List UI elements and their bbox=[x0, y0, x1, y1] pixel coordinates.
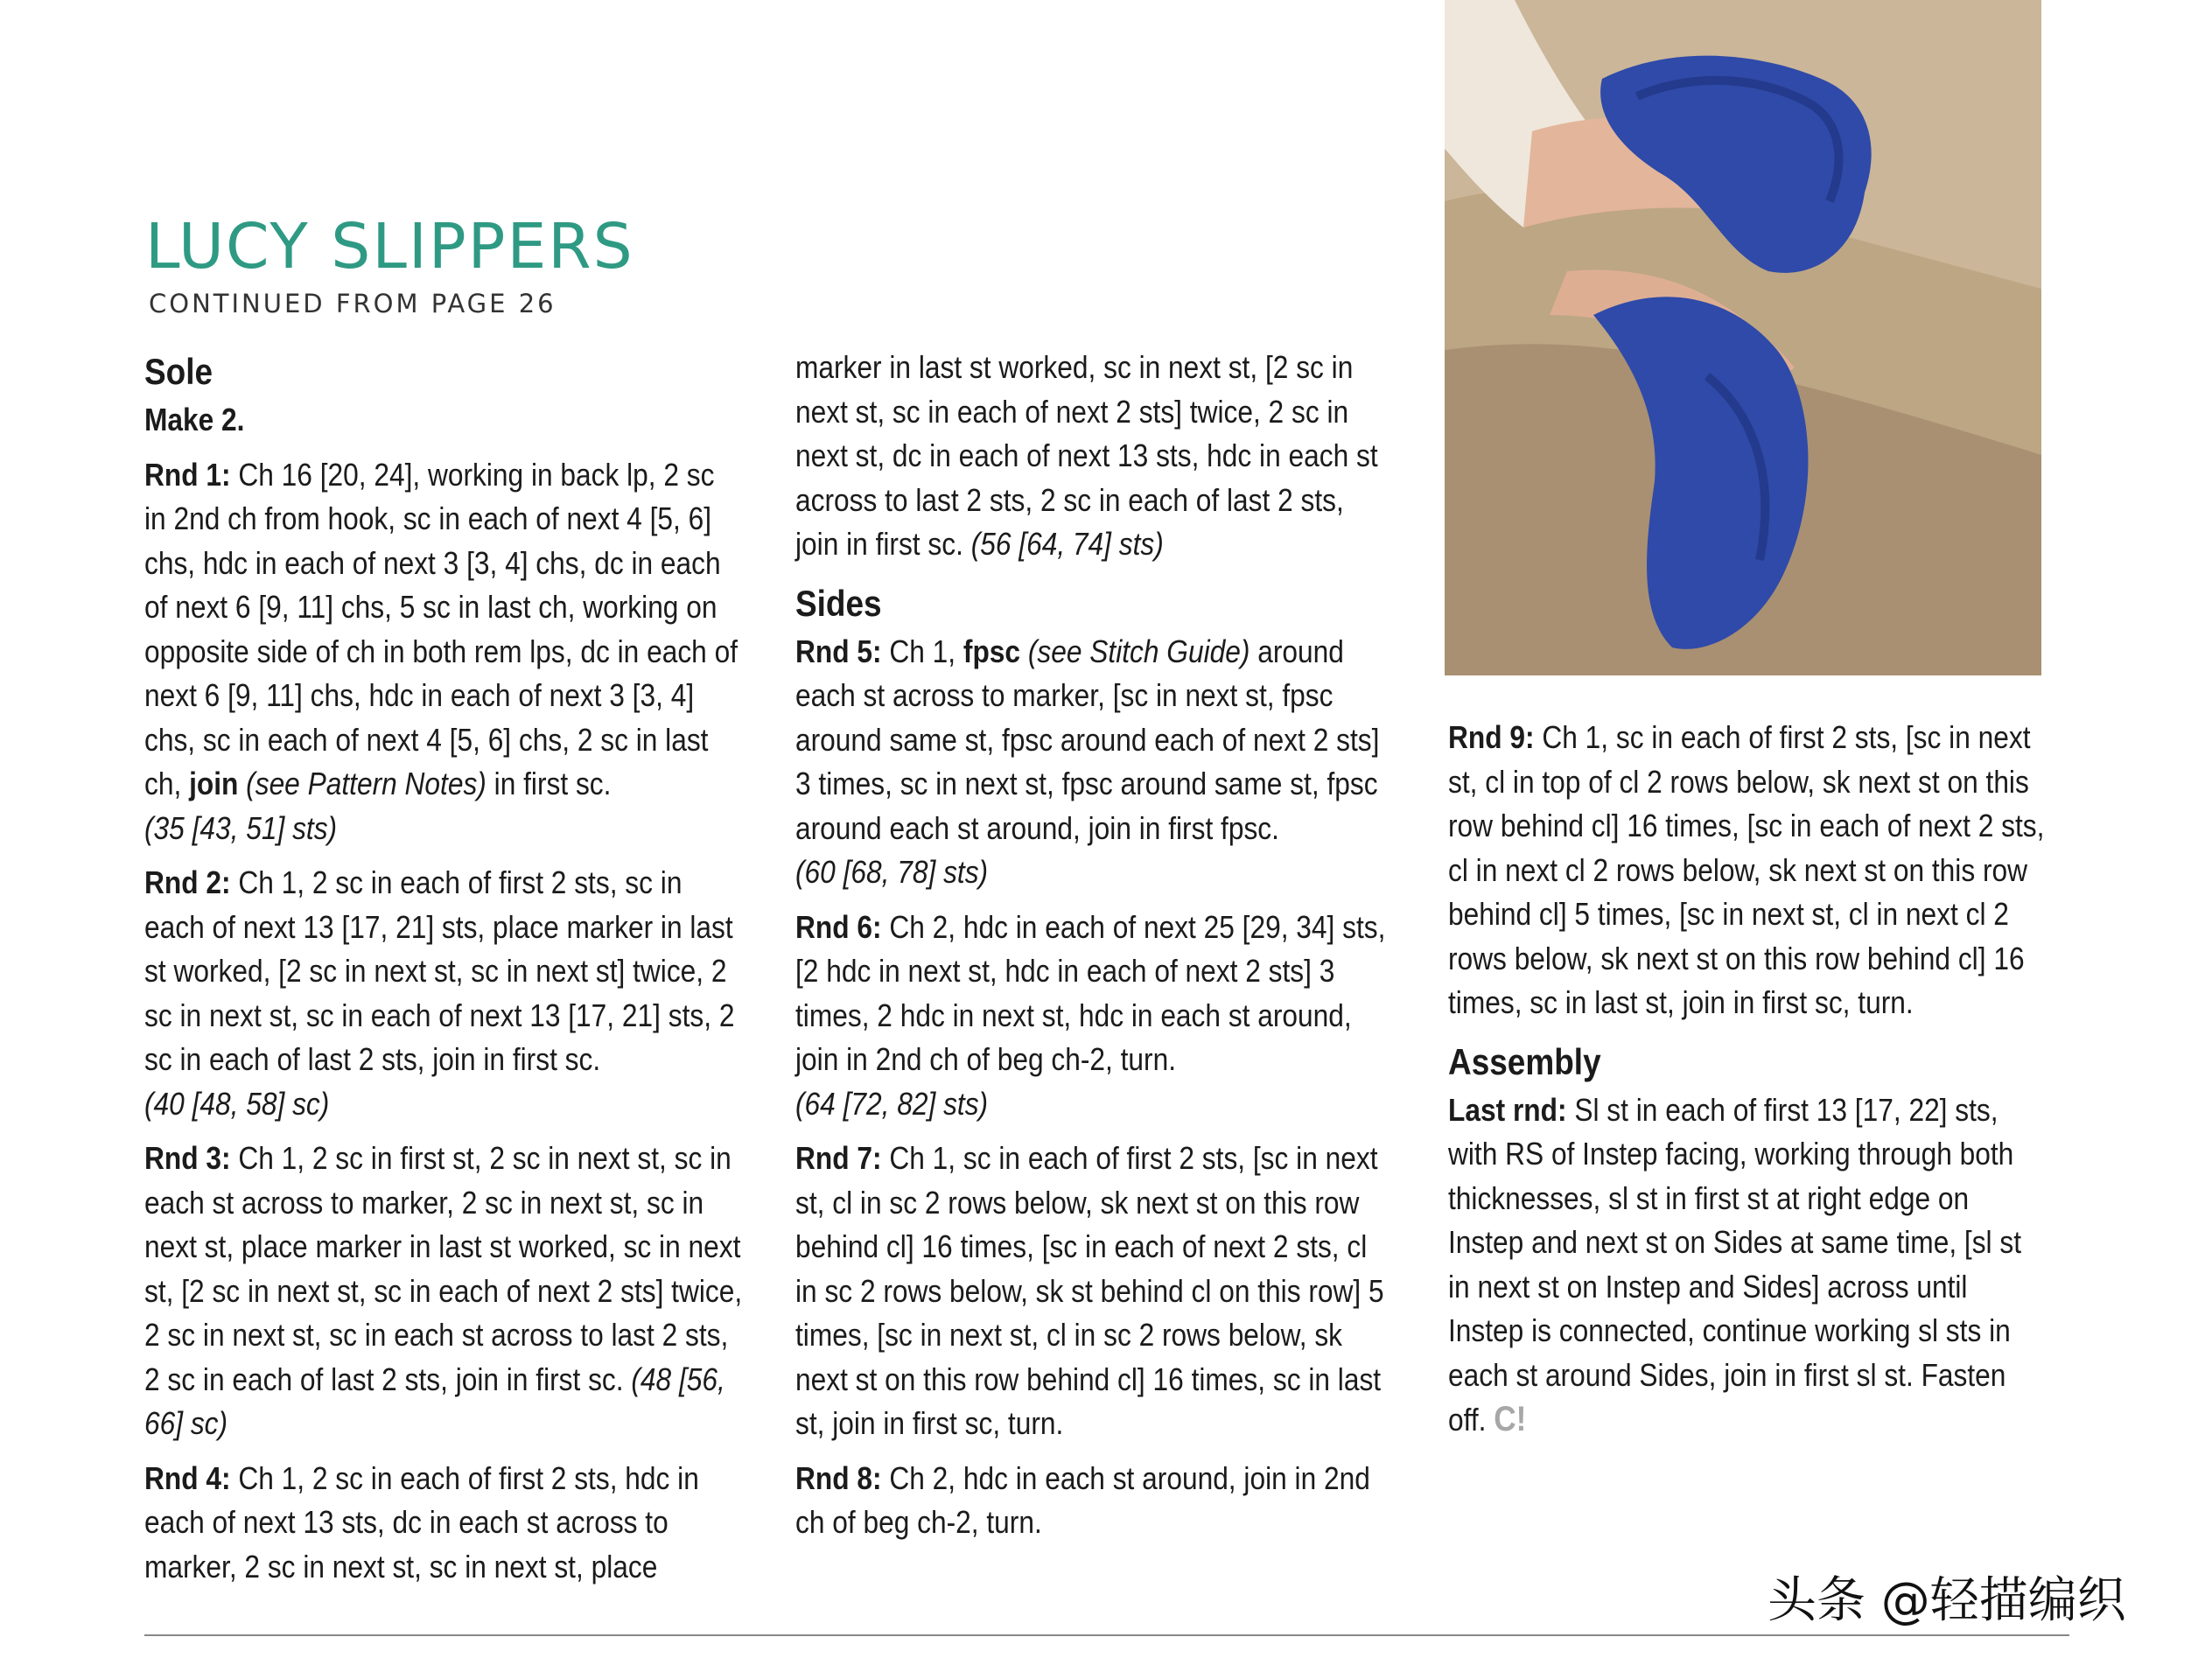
round-1 bbox=[144, 453, 744, 851]
stitch-count: (56 [64, 74] sts) bbox=[970, 526, 1164, 562]
end-mark: C! bbox=[1494, 1400, 1527, 1438]
pattern-note: (see Pattern Notes) bbox=[238, 766, 486, 801]
round-text: Ch 1, 2 sc in first st, 2 sc in next st, sc in each st across to marker, 2 sc in next st, sc in next st, place marker in last st worked, sc in next st, [2 sc in next st, sc in each of next 2 sts] twice, 2 sc in next st, sc in each st across to last 2 sts, 2 sc in each of last 2 sts, join in first sc. bbox=[144, 1140, 743, 1397]
round-text: Sl st in each of first 13 [17, 22] sts, with RS of Instep facing, working through both thicknesses, sl st in first st at right edge on Instep and next st on Sides at same time, [sl st in next st on Instep and Sides] across until Instep is connected, continue working sl sts in each st around Sides, join in first sl st. Fasten off. bbox=[1448, 1091, 2022, 1438]
fpsc-term: fpsc bbox=[962, 633, 1021, 669]
stitch-count: (64 [72, 82] sts) bbox=[795, 1085, 989, 1122]
round-9 bbox=[1448, 716, 2048, 1025]
round-label: Rnd 6: bbox=[795, 908, 882, 945]
round-text: Ch 1, sc in each of first 2 sts, [sc in next st, cl in sc 2 rows below, sk next st on this row behind cl] 16 times, [sc in each of next 2 sts, cl in sc 2 rows below, sk st behind cl on this row] 5 times, [sc in next st, cl in sc 2 rows below, sk next st on this row behind cl] 16 times, sc in last st, join in first sc, turn. bbox=[795, 1140, 1384, 1441]
section-heading-assembly: Assembly bbox=[1448, 1040, 1601, 1082]
round-8 bbox=[795, 1457, 1395, 1545]
slippers-photo bbox=[1445, 0, 2041, 675]
column-3 bbox=[1448, 716, 2048, 1443]
round-4-continued bbox=[795, 346, 1395, 567]
slippers-illustration bbox=[1445, 0, 2041, 675]
round-label: Rnd 4: bbox=[144, 1459, 231, 1496]
stitch-count: (48 [56, 66] sc) bbox=[144, 1361, 725, 1441]
round-label: Rnd 8: bbox=[795, 1459, 882, 1496]
bottom-rule bbox=[144, 1634, 2069, 1636]
page-subtitle: CONTINUED FROM PAGE 26 bbox=[149, 289, 556, 318]
round-text: in first sc. bbox=[486, 766, 612, 801]
round-text: Ch 1, 2 sc in each of first 2 sts, hdc in each of next 13 sts, dc in each st across to marker, 2 sc in next st, sc in next st, place bbox=[144, 1459, 699, 1585]
round-text: Ch 1, sc in each of first 2 sts, [sc in next st, cl in top of cl 2 rows below, sk next st on this row behind cl] 16 times, [sc in each of next 2 sts, cl in next cl 2 rows below, sk next st on this row behind cl] 5 times, [sc in next st, cl in next cl 2 rows below, sk next st on this row behind cl] 16 times, sc in last st, join in first sc, turn. bbox=[1448, 719, 2045, 1020]
round-label: Rnd 5: bbox=[795, 633, 882, 669]
round-label: Last rnd: bbox=[1448, 1091, 1567, 1128]
watermark: 头条 @轻描编织 bbox=[1768, 1572, 2126, 1629]
stitch-count: (60 [68, 78] sts) bbox=[795, 854, 989, 890]
round-3 bbox=[144, 1137, 744, 1446]
round-text: Ch 16 [20, 24], working in back lp, 2 sc in 2nd ch from hook, sc in each of next 4 [5, 6] chs, hdc in each of next 3 [3, 4] chs, dc in each of next 6 [9, 11] chs, 5 sc in last ch, working on opposite side of ch in both rem lps, dc in each of next 6 [9, 11] chs, hdc in each of next 3 [3, 4] chs, sc in each of next 4 [5, 6] chs, 2 sc in last ch, bbox=[144, 456, 738, 801]
round-text: Ch 2, hdc in each of next 25 [29, 34] sts, [2 hdc in next st, hdc in each of next 2 sts] 3 times, 2 hdc in next st, hdc in each st around, join in 2nd ch of beg ch-2, turn. bbox=[795, 908, 1386, 1077]
round-text: Ch 2, hdc in each st around, join in 2nd ch of beg ch-2, turn. bbox=[795, 1459, 1370, 1540]
section-heading-sides: Sides bbox=[795, 582, 882, 624]
round-7 bbox=[795, 1137, 1395, 1446]
round-label: Rnd 7: bbox=[795, 1140, 882, 1176]
round-text: around each st across to marker, [sc in next st, fpsc around same st, fpsc around each of next 2 sts] 3 times, sc in next st, fpsc around same st, fpsc around each st around, join in first fpsc. bbox=[795, 633, 1380, 846]
stitch-guide-note: (see Stitch Guide) bbox=[1020, 633, 1250, 669]
round-4 bbox=[144, 1457, 744, 1590]
round-6 bbox=[795, 906, 1395, 1127]
round-text: Ch 1, 2 sc in each of first 2 sts, sc in each of next 13 [17, 21] sts, place marker in last st worked, [2 sc in next st, sc in next st] twice, 2 sc in next st, sc in each of next 13 [17, 21] sts, 2 sc in each of last 2 sts, join in first sc. bbox=[144, 864, 735, 1077]
section-heading-sole: Sole bbox=[144, 351, 214, 392]
round-2 bbox=[144, 861, 744, 1126]
round-label: Rnd 2: bbox=[144, 864, 231, 900]
stitch-count: (40 [48, 58] sc) bbox=[144, 1085, 330, 1122]
column-2 bbox=[795, 346, 1395, 1545]
last-round bbox=[1448, 1088, 2048, 1443]
make-instruction: Make 2. bbox=[144, 402, 245, 437]
column-1 bbox=[144, 346, 744, 1589]
round-text: Ch 1, bbox=[881, 633, 963, 669]
round-label: Rnd 9: bbox=[1448, 719, 1535, 755]
round-text: marker in last st worked, sc in next st, [2 sc in next st, sc in each of next 2 sts] twice, 2 sc in next st, dc in each of next 13 sts, hdc in each st across to last 2 sts, 2 sc in each of last 2 sts, join in first sc. bbox=[795, 349, 1378, 562]
round-5 bbox=[795, 630, 1395, 895]
round-label: Rnd 1: bbox=[144, 456, 231, 493]
stitch-count: (35 [43, 51] sts) bbox=[144, 809, 338, 846]
page-title: LUCY SLIPPERS bbox=[145, 210, 634, 283]
round-label: Rnd 3: bbox=[144, 1140, 231, 1176]
join-term: join bbox=[189, 766, 239, 801]
